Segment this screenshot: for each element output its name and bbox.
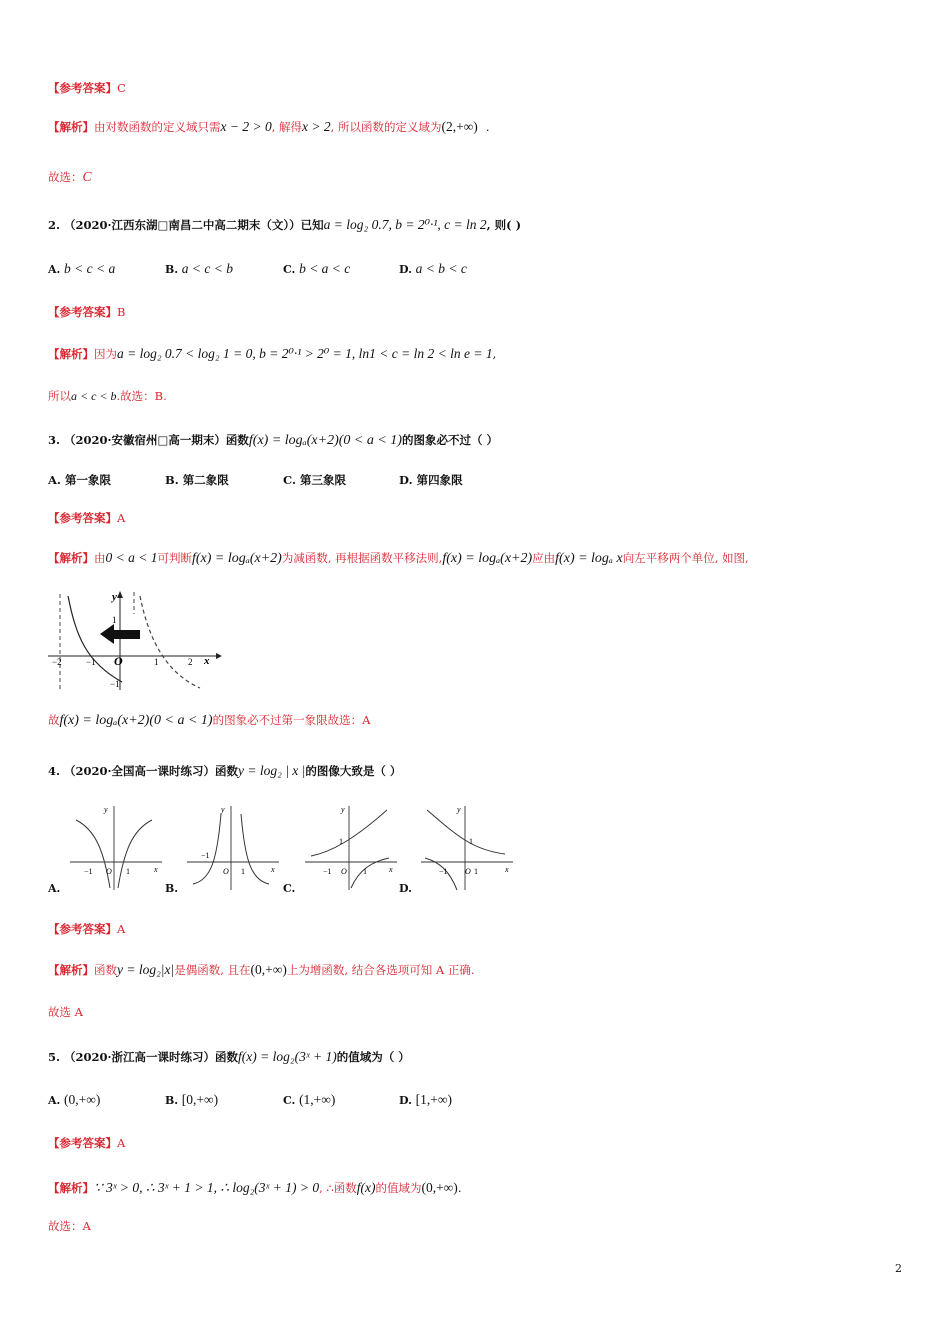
option-label: B. [165, 263, 179, 276]
math-expr: y = log₂|x| [117, 962, 175, 977]
answer-tag: 【参考答案】 [48, 81, 117, 95]
option-text: 第一象限 [64, 473, 111, 487]
analysis-text: . [457, 1181, 462, 1195]
log-graph-svg [44, 586, 224, 696]
q2-answer-line [48, 304, 125, 320]
option-label: A. [48, 882, 61, 895]
q1-conclusion [48, 169, 92, 185]
analysis-text: , 所以函数的定义域为 [330, 120, 442, 134]
question-tail: 的图像大致是（ ） [305, 764, 402, 778]
q5-analysis [48, 1180, 461, 1196]
x-label: x [389, 865, 393, 874]
option-label: C. [283, 882, 296, 895]
option-label: D. [399, 1094, 412, 1107]
analysis-text: 所以 [48, 389, 71, 403]
curve-right [118, 820, 152, 888]
question-tail: 的值域为（ ） [336, 1050, 410, 1064]
math-expr: (0,+∞) [250, 962, 287, 977]
q3-answer-line [48, 510, 125, 526]
conclusion-choice: C [82, 169, 92, 184]
y-label: y [341, 805, 345, 814]
graph-d-svg [417, 800, 517, 895]
conclusion-text: 故选： [48, 170, 83, 184]
math-expr: y = log₂ | x | [238, 763, 306, 778]
conclusion-text: 的图象必不过第一象限故选：A [212, 713, 371, 727]
analysis-tag: 【解析】 [48, 551, 94, 565]
q4-stem [48, 763, 401, 779]
math-expr: f(x) [356, 1180, 376, 1195]
math-expr: , b = 2⁰·¹ > 2⁰ = 1 [252, 346, 352, 361]
option-label: D. [399, 473, 413, 487]
answer-value: C [117, 81, 126, 95]
q3-conclusion [48, 712, 370, 729]
analysis-text: 可判断 [157, 551, 192, 565]
x-tick-neg1: −1 [86, 657, 96, 667]
y-axis-arrow-icon [117, 591, 123, 598]
answer-tag: 【参考答案】 [48, 922, 117, 936]
option-label: A. [48, 263, 61, 276]
math-expr: f(x) = logₐ(x+2)(0 < a < 1) [248, 433, 402, 448]
curve-right [241, 814, 269, 884]
origin-label: O [341, 867, 347, 876]
option-label: A. [48, 1094, 61, 1107]
x-label: x [271, 865, 275, 874]
q3-option-c[interactable] [283, 472, 346, 488]
q2-analysis-line2 [48, 388, 167, 404]
q2-option-d[interactable] [399, 261, 467, 277]
math-expr: a = log₂ 0.7 [323, 217, 389, 232]
tick-neg1: −1 [323, 867, 332, 876]
analysis-text: , [492, 347, 497, 361]
curve-upper [427, 810, 505, 854]
option-text: [0,+∞) [181, 1092, 219, 1107]
question-tail: , 则( ) [486, 218, 522, 232]
y-label: y [104, 805, 108, 814]
y-label: y [221, 805, 225, 814]
question-source: （2020·江西东湖□南昌二中高二期末（文））已知 [64, 218, 324, 232]
analysis-text: 向左平移两个单位, 如图, [622, 551, 749, 565]
origin-label: O [465, 867, 471, 876]
option-label: C. [283, 1094, 296, 1107]
answer-value: B [117, 305, 126, 319]
option-label: D. [399, 882, 412, 895]
x-label: x [505, 865, 509, 874]
math-expr: f(x) = logₐ(x+2) [191, 551, 282, 566]
q3-log-graph [44, 586, 224, 699]
option-text: (1,+∞) [299, 1092, 336, 1107]
math-expr: x − 2 > 0 [220, 119, 272, 134]
math-expr: ∵ 3ˣ > 0 [94, 1180, 140, 1195]
question-number: 4. [48, 764, 61, 778]
q5-answer-line [48, 1135, 125, 1151]
math-expr: , ∴ log₂(3ˣ + 1) > 0 [213, 1180, 320, 1195]
math-expr: a = log₂ 0.7 < log₂ 1 = 0 [117, 346, 253, 361]
y-tick-1: 1 [339, 837, 343, 846]
q2-option-a[interactable] [48, 261, 115, 277]
question-number: 3. [48, 433, 61, 447]
option-text: 第二象限 [182, 473, 229, 487]
x-label: x [154, 865, 158, 874]
x-tick-2: 2 [188, 657, 193, 667]
analysis-text: 由对数函数的定义域只需 [94, 120, 221, 134]
curve-lower [351, 858, 389, 888]
y-tick-neg1: −1 [110, 679, 120, 689]
analysis-tag: 【解析】 [48, 347, 94, 361]
x-tick-neg2: −2 [52, 657, 62, 667]
tick-neg1: −1 [201, 851, 210, 860]
analysis-text: .故选：B. [116, 389, 167, 403]
math-expr: , ∴ 3ˣ + 1 > 1 [139, 1180, 214, 1195]
analysis-text: 函数 [94, 963, 117, 977]
question-tail: 的图象必不过（ ） [401, 433, 498, 447]
origin-label: O [223, 867, 229, 876]
option-text: b < c < a [64, 261, 116, 276]
question-number: 2. [48, 218, 61, 232]
curve-left [76, 820, 110, 888]
option-label: B. [165, 473, 179, 487]
q5-option-c[interactable] [283, 1092, 335, 1108]
q3-option-d[interactable] [399, 472, 463, 488]
q3-option-b[interactable] [165, 472, 229, 488]
q2-option-b[interactable] [165, 261, 233, 277]
math-expr: , c = ln 2 [437, 217, 487, 232]
q2-stem [48, 217, 521, 233]
analysis-text: , ∴函数 [319, 1181, 357, 1195]
option-text: a < b < c [415, 261, 467, 276]
q5-option-d[interactable] [399, 1092, 452, 1108]
q4-analysis [48, 962, 474, 978]
analysis-text: 上为增函数, 结合各选项可知 A 正确. [286, 963, 475, 977]
q2-analysis [48, 346, 496, 362]
question-source: （2020·安徽宿州□高一期末）函数 [64, 433, 249, 447]
q3-option-a[interactable] [48, 472, 111, 488]
q5-stem [48, 1049, 410, 1065]
answer-tag: 【参考答案】 [48, 511, 117, 525]
tick-neg1: −1 [84, 867, 93, 876]
q5-option-b[interactable] [165, 1092, 218, 1108]
math-expr: f(x) = logₐ(x+2) [442, 551, 533, 566]
option-label: C. [283, 263, 296, 276]
analysis-text: 是偶函数, 且在 [174, 963, 251, 977]
x-label: x [204, 655, 210, 667]
option-text: 第三象限 [299, 473, 346, 487]
q1-answer-line [48, 80, 126, 96]
math-expr: 0 < a < 1 [105, 550, 158, 565]
y-tick-1: 1 [112, 615, 117, 625]
option-text: a < c < b [181, 261, 234, 276]
q1-analysis [48, 119, 489, 135]
conclusion-text: 故 [48, 713, 60, 727]
q4-answer-line [48, 921, 125, 937]
tick-neg1: −1 [439, 867, 448, 876]
analysis-text: 由 [94, 551, 106, 565]
y-label: y [112, 591, 117, 603]
curve-left [193, 814, 221, 884]
math-expr: (2,+∞) [441, 119, 478, 134]
q4-conclusion: 故选 A [48, 1005, 83, 1019]
x-axis-arrow-icon [216, 653, 222, 659]
option-text: (0,+∞) [64, 1092, 101, 1107]
analysis-text: 为减函数, 再根据函数平移法则, [281, 551, 443, 565]
math-expr: , b = 2⁰·¹ [388, 217, 438, 232]
answer-tag: 【参考答案】 [48, 1136, 117, 1150]
question-source: （2020·浙江高一课时练习）函数 [64, 1050, 239, 1064]
graph-a-svg [66, 800, 166, 895]
option-text: [1,+∞) [415, 1092, 452, 1107]
x-tick-1: 1 [154, 657, 159, 667]
tick-1: 1 [363, 867, 367, 876]
option-text: 第四象限 [416, 473, 463, 487]
graph-b-svg [183, 800, 283, 895]
analysis-tag: 【解析】 [48, 120, 94, 134]
answer-value: A [117, 1136, 126, 1150]
math-expr: f(x) = logₐ(x+2)(0 < a < 1) [59, 713, 213, 728]
math-expr: a < c < b [71, 389, 117, 403]
math-expr: f(x) = logₐ x [555, 551, 623, 566]
question-number: 5. [48, 1050, 61, 1064]
tick-1: 1 [126, 867, 130, 876]
y-label: y [457, 805, 461, 814]
original-log-curve [140, 596, 200, 688]
origin-label: O [106, 867, 112, 876]
page-number: 2 [895, 1262, 902, 1275]
option-label: B. [165, 1094, 179, 1107]
q5-option-a[interactable] [48, 1092, 100, 1108]
math-expr: , ln1 < c = ln 2 < ln e = 1 [351, 346, 493, 361]
origin-label: O [114, 654, 123, 668]
math-expr: f(x) = log₂(3ˣ + 1) [238, 1049, 337, 1064]
option-label: B. [165, 882, 179, 895]
tick-1: 1 [474, 867, 478, 876]
answer-tag: 【参考答案】 [48, 305, 117, 319]
answer-value: A [117, 922, 126, 936]
option-label: D. [399, 263, 412, 276]
math-expr: x > 2 [302, 119, 331, 134]
analysis-tag: 【解析】 [48, 963, 94, 977]
q3-stem [48, 432, 498, 449]
option-label: C. [283, 473, 296, 487]
analysis-text: 因为 [94, 347, 117, 361]
analysis-text: . [485, 120, 490, 134]
option-text: b < a < c [299, 261, 351, 276]
tick-1: 1 [241, 867, 245, 876]
option-label: A. [48, 473, 61, 487]
analysis-text: 的值域为 [375, 1181, 422, 1195]
q3-analysis [48, 550, 749, 567]
analysis-text: 应由 [532, 551, 556, 565]
answer-value: A [117, 511, 126, 525]
graph-c-svg [301, 800, 401, 895]
question-source: （2020·全国高一课时练习）函数 [64, 764, 239, 778]
analysis-tag: 【解析】 [48, 1181, 94, 1195]
analysis-text: , 解得 [271, 120, 303, 134]
math-expr: (0,+∞) [421, 1180, 458, 1195]
q5-conclusion: 故选：A [48, 1219, 91, 1233]
q2-option-c[interactable] [283, 261, 350, 277]
y-tick-1: 1 [469, 837, 473, 846]
